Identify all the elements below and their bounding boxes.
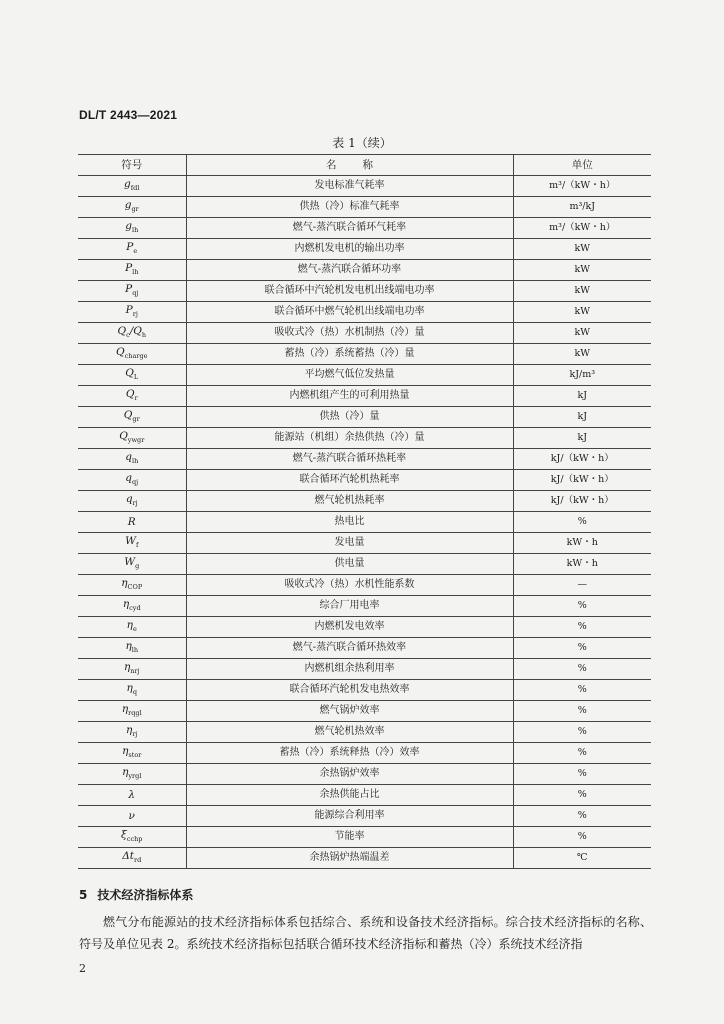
symbol-subscript: rj — [132, 730, 138, 739]
unit-cell: kW・h — [513, 554, 651, 575]
unit-cell: % — [513, 680, 651, 701]
unit-cell: kW — [513, 239, 651, 260]
table-row — [78, 218, 651, 239]
symbol-subscript: charge — [124, 352, 148, 361]
unit-cell: ℃ — [513, 848, 651, 869]
symbol-cell — [78, 827, 186, 848]
symbol-main: P — [125, 303, 133, 316]
symbol-cell — [78, 428, 186, 449]
unit-cell: % — [513, 596, 651, 617]
symbol-subscript: ywgr — [127, 436, 145, 445]
body-paragraph: 燃气分布能源站的技术经济指标体系包括综合、系统和设备技术经济指标。综合技术经济指标的名称、符号及单位见表 2。系统技术经济指标包括联合循环技术经济指标和蓄热（冷）系统技术经济指 — [79, 915, 652, 951]
table-row — [78, 260, 651, 281]
symbol-cell — [78, 533, 186, 554]
symbol-subscript: nrj — [130, 667, 140, 676]
unit-cell: kJ/（kW・h） — [513, 449, 651, 470]
symbol-main: W — [125, 534, 136, 547]
table-row — [78, 722, 651, 743]
symbol-cell — [78, 617, 186, 638]
table-row — [78, 281, 651, 302]
symbol-subscript: yrgl — [128, 772, 142, 781]
column-header-symbol: 符号 — [78, 155, 186, 176]
name-cell: 综合厂用电率 — [186, 596, 513, 617]
symbol-cell — [78, 659, 186, 680]
table-header-row — [78, 155, 651, 176]
name-cell: 内燃机发电机的输出功率 — [186, 239, 513, 260]
symbol-cell — [78, 344, 186, 365]
name-cell: 发电标准气耗率 — [186, 176, 513, 197]
unit-cell: kW — [513, 302, 651, 323]
table-row — [78, 617, 651, 638]
symbol-cell — [78, 239, 186, 260]
table-row — [78, 428, 651, 449]
symbol-main: η — [123, 660, 131, 673]
column-header-name — [186, 155, 513, 176]
table-row — [78, 176, 651, 197]
symbol-cell — [78, 638, 186, 659]
unit-cell: m³/（kW・h） — [513, 218, 651, 239]
symbol-cell — [78, 680, 186, 701]
symbol-cell — [78, 806, 186, 827]
symbol-subscript: e — [133, 247, 138, 256]
symbol-cell — [78, 365, 186, 386]
document-id: DL/T 2443—2021 — [79, 108, 178, 122]
symbol-main: η — [121, 702, 129, 715]
column-header-unit: 单位 — [513, 155, 651, 176]
symbol-main: ξ — [121, 828, 127, 841]
name-cell: 余热锅炉效率 — [186, 764, 513, 785]
table-row — [78, 344, 651, 365]
name-cell: 热电比 — [186, 512, 513, 533]
name-cell: 内燃机组余热利用率 — [186, 659, 513, 680]
unit-cell: kJ — [513, 407, 651, 428]
symbol-subscript: COP — [127, 583, 143, 592]
table-row — [78, 764, 651, 785]
unit-cell: kJ/（kW・h） — [513, 470, 651, 491]
symbol-main: Δt — [122, 849, 135, 862]
table-row — [78, 827, 651, 848]
name-cell: 能源站（机组）余热供热（冷）量 — [186, 428, 513, 449]
symbol-main: Q — [116, 345, 125, 358]
name-cell: 蓄热（冷）系统蓄热（冷）量 — [186, 344, 513, 365]
symbol-main: Q — [119, 429, 128, 442]
unit-cell: % — [513, 638, 651, 659]
name-cell: 联合循环汽轮机发电热效率 — [186, 680, 513, 701]
table-row — [78, 659, 651, 680]
table-row — [78, 848, 651, 869]
symbol-cell — [78, 722, 186, 743]
symbol-main: R — [127, 516, 136, 528]
symbol-subscript: gr — [131, 205, 139, 214]
name-cell: 余热锅炉热端温差 — [186, 848, 513, 869]
table-row — [78, 638, 651, 659]
name-cell: 燃气轮机热耗率 — [186, 491, 513, 512]
name-cell: 联合循环中汽轮机发电机出线端电功率 — [186, 281, 513, 302]
symbol-subscript: lh — [131, 226, 139, 235]
symbol-cell — [78, 554, 186, 575]
table-row — [78, 533, 651, 554]
symbol-cell — [78, 449, 186, 470]
table-row — [78, 386, 651, 407]
name-cell: 联合循环汽轮机热耗率 — [186, 470, 513, 491]
symbol-subscript: g — [135, 562, 140, 571]
symbol-main: Q — [125, 366, 134, 379]
symbol-table — [78, 154, 651, 869]
unit-cell: — — [513, 575, 651, 596]
unit-cell: kJ/m³ — [513, 365, 651, 386]
symbol-main: g — [124, 177, 131, 190]
name-cell: 内燃机发电效率 — [186, 617, 513, 638]
unit-cell: % — [513, 659, 651, 680]
symbol-cell — [78, 470, 186, 491]
symbol-subscript: q — [132, 688, 137, 697]
symbol-main: g — [125, 219, 132, 232]
unit-cell: % — [513, 764, 651, 785]
name-cell: 余热供能占比 — [186, 785, 513, 806]
name-cell: 蓄热（冷）系统释热（冷）效率 — [186, 743, 513, 764]
symbol-cell — [78, 323, 186, 344]
name-cell: 燃气-蒸汽联合循环热效率 — [186, 638, 513, 659]
symbol-cell — [78, 848, 186, 869]
symbol-main: g — [124, 198, 132, 211]
name-cell: 燃气-蒸汽联合循环热耗率 — [186, 449, 513, 470]
symbol-main: P — [125, 261, 133, 274]
unit-cell: kW — [513, 260, 651, 281]
symbol-cell — [78, 302, 186, 323]
table-row — [78, 365, 651, 386]
name-cell: 吸收式冷（热）水机性能系数 — [186, 575, 513, 596]
symbol-subscript: f — [135, 541, 139, 550]
unit-cell: m³/（kW・h） — [513, 176, 651, 197]
symbol-subscript: lh — [131, 646, 139, 655]
name-cell: 供热（冷）标准气耗率 — [186, 197, 513, 218]
symbol-cell — [78, 743, 186, 764]
symbol-cell — [78, 386, 186, 407]
table-row — [78, 449, 651, 470]
unit-cell: % — [513, 722, 651, 743]
symbol-cell — [78, 491, 186, 512]
table-row — [78, 512, 651, 533]
name-cell: 吸收式冷（热）水机制热（冷）量 — [186, 323, 513, 344]
unit-cell: % — [513, 743, 651, 764]
name-cell: 发电量 — [186, 533, 513, 554]
symbol-cell — [78, 701, 186, 722]
symbol-subscript: gr — [132, 415, 140, 424]
table-row — [78, 680, 651, 701]
symbol-main: P — [126, 240, 134, 253]
symbol-subscript: rqgl — [128, 709, 142, 718]
unit-cell: % — [513, 617, 651, 638]
table-row — [78, 239, 651, 260]
symbol-cell — [78, 407, 186, 428]
unit-cell: % — [513, 785, 651, 806]
symbol-subscript: c — [126, 331, 130, 340]
symbol-subscript: lh — [132, 268, 139, 277]
symbol-main: η — [126, 723, 133, 736]
symbol-main: η — [122, 765, 129, 778]
name-cell: 燃气-蒸汽联合循环功率 — [186, 260, 513, 281]
unit-cell: kW — [513, 281, 651, 302]
symbol-subscript: cchp — [126, 835, 143, 844]
table-row — [78, 806, 651, 827]
symbol-cell — [78, 596, 186, 617]
symbol-subscript: cyd — [129, 604, 141, 613]
symbol-subscript: r — [134, 394, 138, 403]
symbol-cell — [78, 218, 186, 239]
table-row — [78, 407, 651, 428]
unit-cell: % — [513, 806, 651, 827]
name-cell: 供热（冷）量 — [186, 407, 513, 428]
symbol-main: η — [126, 681, 133, 694]
symbol-subscript: L — [133, 373, 139, 382]
name-cell: 燃气-蒸汽联合循环气耗率 — [186, 218, 513, 239]
table-row — [78, 785, 651, 806]
name-cell: 内燃机组产生的可利用热量 — [186, 386, 513, 407]
table-row — [78, 323, 651, 344]
unit-cell: m³/kJ — [513, 197, 651, 218]
section-heading — [79, 886, 193, 903]
section-title: 技术经济指标体系 — [97, 888, 194, 902]
unit-cell: % — [513, 512, 651, 533]
symbol-subscript-secondary: h — [141, 331, 147, 340]
column-header-name-text: 名称 — [326, 159, 399, 171]
name-cell: 燃气轮机热效率 — [186, 722, 513, 743]
name-cell: 联合循环中燃气轮机出线端电功率 — [186, 302, 513, 323]
table-row — [78, 596, 651, 617]
unit-cell: kW — [513, 344, 651, 365]
symbol-cell — [78, 260, 186, 281]
unit-cell: % — [513, 827, 651, 848]
symbol-subscript: stor — [128, 751, 142, 760]
symbol-cell — [78, 575, 186, 596]
symbol-subscript: e — [132, 625, 137, 634]
table-row — [78, 701, 651, 722]
symbol-cell — [78, 785, 186, 806]
symbol-main: q — [125, 471, 133, 484]
symbol-main: λ — [128, 789, 136, 801]
symbol-subscript: rj — [132, 310, 138, 319]
symbol-main: Q — [125, 387, 135, 400]
unit-cell: % — [513, 701, 651, 722]
symbol-main: P — [125, 282, 133, 295]
symbol-subscript: fdl — [130, 184, 140, 193]
table-row — [78, 554, 651, 575]
table-body — [78, 176, 651, 869]
table-title: 表 1（续） — [332, 136, 392, 150]
unit-cell: kW・h — [513, 533, 651, 554]
symbol-main: W — [124, 555, 136, 568]
section-number: 5 — [79, 888, 88, 902]
name-cell: 燃气锅炉效率 — [186, 701, 513, 722]
unit-cell: kJ — [513, 428, 651, 449]
symbol-main: η — [122, 744, 129, 757]
symbol-cell — [78, 197, 186, 218]
table-row — [78, 302, 651, 323]
table-row — [78, 575, 651, 596]
symbol-main: q — [125, 450, 132, 463]
symbol-main: η — [126, 618, 133, 631]
name-cell: 平均燃气低位发热量 — [186, 365, 513, 386]
symbol-subscript: rd — [134, 856, 142, 865]
symbol-cell — [78, 764, 186, 785]
symbol-cell — [78, 176, 186, 197]
name-cell: 节能率 — [186, 827, 513, 848]
symbol-main: ν — [128, 810, 135, 822]
symbol-subscript: qj — [132, 289, 139, 298]
table-row — [78, 743, 651, 764]
symbol-main: q — [125, 492, 133, 505]
symbol-subscript: rj — [132, 499, 138, 508]
symbol-subscript: qj — [132, 478, 139, 487]
symbol-subscript: lh — [131, 457, 139, 466]
table-row — [78, 197, 651, 218]
name-cell: 供电量 — [186, 554, 513, 575]
table-row — [78, 470, 651, 491]
name-cell: 能源综合利用率 — [186, 806, 513, 827]
unit-cell: kW — [513, 323, 651, 344]
symbol-main-secondary: /Q — [129, 324, 142, 337]
symbol-main: η — [121, 576, 128, 589]
symbol-cell — [78, 281, 186, 302]
symbol-main: η — [125, 639, 132, 652]
unit-cell: kJ — [513, 386, 651, 407]
unit-cell: kJ/（kW・h） — [513, 491, 651, 512]
symbol-main: Q — [117, 324, 127, 337]
symbol-main: η — [122, 597, 130, 610]
symbol-cell — [78, 512, 186, 533]
table-row — [78, 491, 651, 512]
page-number: 2 — [79, 962, 86, 975]
symbol-main: Q — [123, 408, 133, 421]
